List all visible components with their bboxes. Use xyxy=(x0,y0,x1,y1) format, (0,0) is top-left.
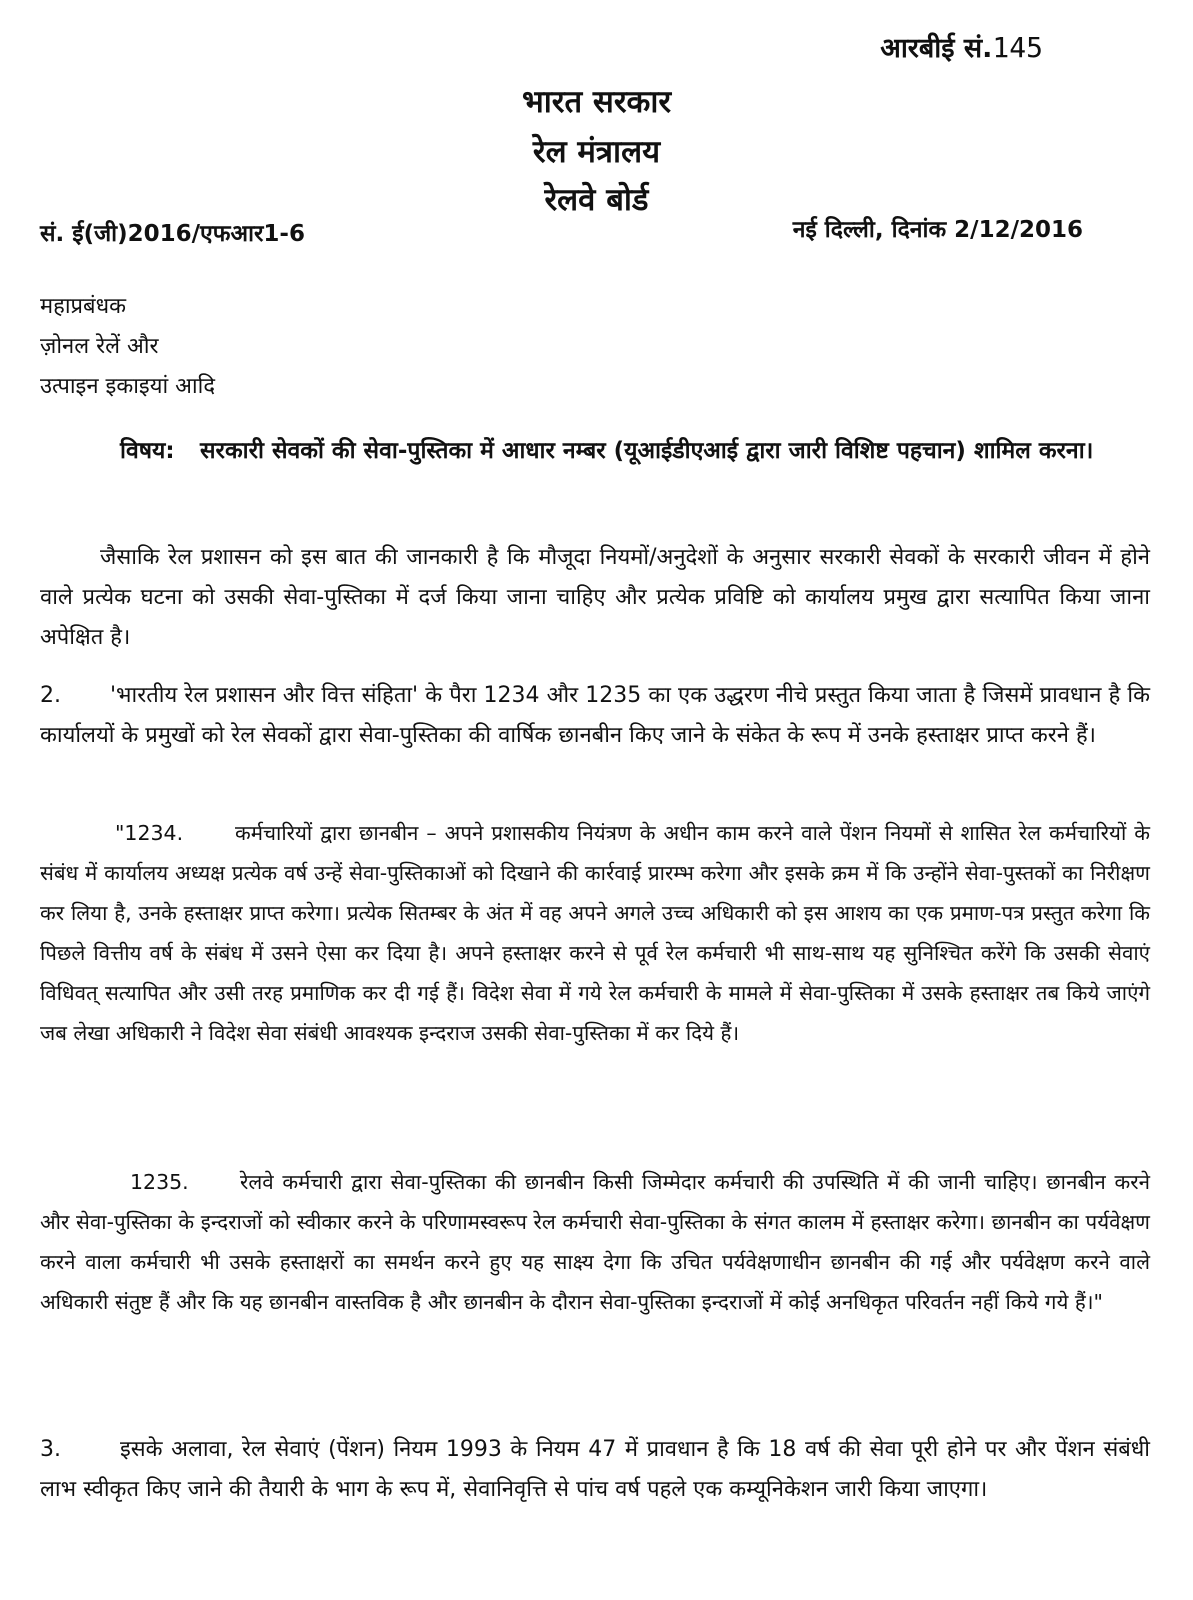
header-government: भारत सरकार xyxy=(521,84,672,120)
subject-text: सरकारी सेवकों की सेवा-पुस्तिका में आधार नम्बर (यूआईडीएआई द्वारा जारी विशिष्ट पहचान) शामिल करना। xyxy=(200,438,1094,464)
rbe-number xyxy=(880,28,1043,65)
paragraph-1: जैसाकि रेल प्रशासन को इस बात की जानकारी है कि मौजूदा नियमों/अनुदेशों के अनुसार सरकारी सेवकों के सरकारी जीवन में होने वाले प्रत्येक घटना को उसकी सेवा-पुस्तिका में दर्ज किया जाना चाहिए और प्रत्येक प्रविष्टि को कार्यालय प्रमुख द्वारा सत्यापित किया जाना अपेक्षित है। xyxy=(40,545,1150,650)
header-board: रेलवे बोर्ड xyxy=(544,182,649,218)
rbe-handwritten-number: 145 xyxy=(992,31,1043,64)
rbe-label: आरबीई सं. xyxy=(880,33,993,64)
paragraph-2-number: 2. xyxy=(40,683,61,708)
paragraph-3 xyxy=(40,1430,1150,1510)
addressee-line-1: महाप्रबंधक xyxy=(40,294,127,319)
paragraph-3-text: इसके अलावा, रेल सेवाएं (पेंशन) नियम 1993 के नियम 47 में प्रावधान है कि 18 वर्ष की सेवा पूरी होने पर और पेंशन संबंधी लाभ स्वीकृत किए जाने की तैयारी के भाग के रूप में, सेवानिवृत्ति से पांच वर्ष पहले एक कम्यूनिकेशन जारी किया जाएगा। xyxy=(40,1437,1150,1502)
quote-1234-text: कर्मचारियों द्वारा छानबीन – अपने प्रशासकीय नियंत्रण के अधीन काम करने वाले पेंशन नियमों से शासित रेल कर्मचारियों के संबंध में कार्यालय अध्यक्ष प्रत्येक वर्ष उन्हें सेवा-पुस्तिकाओं को दिखाने की कार्रवाई प्रारम्भ करेगा और इसके क्रम में कि उन्होंने सेवा-पुस्तकों का निरीक्षण कर लिया है, उनके हस्ताक्षर प्राप्त करेगा। प्रत्येक सितम्बर के अंत में वह अपने अगले उच्च अधिकारी को इस आशय का एक प्रमाण-पत्र प्रस्तुत करेगा कि पिछले वित्तीय वर्ष के संबंध में उसने ऐसा कर दिया है। अपने हस्ताक्षर करने से पूर्व रेल कर्मचारी भी साथ-साथ यह सुनिश्चित करेंगे कि उसकी सेवाएं विधिवत् सत्यापित और उसी तरह प्रमाणिक कर दी गई हैं। विदेश सेवा में गये रेल कर्मचारी के मामले में सेवा-पुस्तिका में उसके हस्ताक्षर तब किये जाएंगे जब लेखा अधिकारी ने विदेश सेवा संबंधी आवश्यक इन्दराज उसकी सेवा-पुस्तिका में कर दिये हैं। xyxy=(40,821,1150,1045)
reference-number: सं. ई(जी)2016/एफआर1-6 xyxy=(40,221,305,247)
quote-1234-number: "1234. xyxy=(115,821,184,845)
paragraph-2 xyxy=(40,676,1150,756)
quote-1235-number: 1235. xyxy=(130,1170,189,1194)
quote-para-1234 xyxy=(40,813,1150,1053)
addressee-line-2: ज़ोनल रेलें और xyxy=(40,334,159,359)
quote-para-1235 xyxy=(40,1162,1150,1322)
subject-block xyxy=(120,430,1150,472)
quote-1235-text: रेलवे कर्मचारी द्वारा सेवा-पुस्तिका की छानबीन किसी जिम्मेदार कर्मचारी की उपस्थिति में की जानी चाहिए। छानबीन करने और सेवा-पुस्तिका के इन्दराजों को स्वीकार करने के परिणामस्वरूप रेल कर्मचारी सेवा-पुस्तिका के संगत कालम में हस्ताक्षर करेगा। छानबीन का पर्यवेक्षण करने वाला कर्मचारी भी उसके हस्ताक्षरों का समर्थन करने हुए यह साक्ष्य देगा कि उचित पर्यवेक्षणाधीन छानबीन की गई और पर्यवेक्षण करने वाले अधिकारी संतुष्ट हैं और कि यह छानबीन वास्तविक है और छानबीन के दौरान सेवा-पुस्तिका इन्दराजों में कोई अनधिकृत परिवर्तन नहीं किये गये हैं।" xyxy=(40,1170,1150,1314)
paragraph-3-number: 3. xyxy=(40,1437,61,1462)
subject-label: विषय: xyxy=(120,438,175,464)
addressee-line-3: उत्पाइन इकाइयां आदि xyxy=(40,374,216,399)
paragraph-2-text: 'भारतीय रेल प्रशासन और वित्त संहिता' के पैरा 1234 और 1235 का एक उद्धरण नीचे प्रस्तुत किया जाता है जिसमें प्रावधान है कि कार्यालयों के प्रमुखों को रेल सेवकों द्वारा सेवा-पुस्तिका की वार्षिक छानबीन किए जाने के संकेत के रूप में उनके हस्ताक्षर प्राप्त करने हैं। xyxy=(40,683,1150,748)
header-ministry: रेल मंत्रालय xyxy=(532,134,661,170)
issue-date: नई दिल्ली, दिनांक 2/12/2016 xyxy=(792,217,1083,243)
